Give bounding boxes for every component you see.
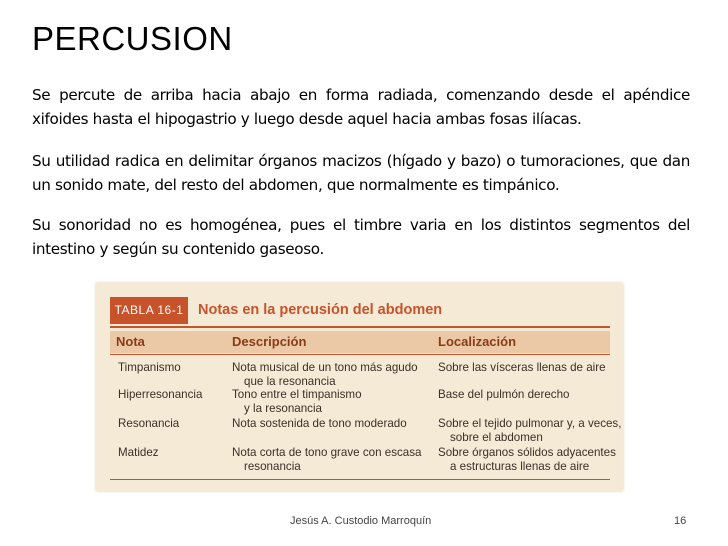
slide-title: PERCUSION xyxy=(32,20,233,57)
table-header-rule xyxy=(110,354,610,355)
paragraph-percussion-method: Se percute de arriba hacia abajo en forma radiada, comenzando desde el apéndice xifoides hasta el hipogastrio y luego desde aquel hacia ambas fosas ilíacas. xyxy=(32,86,690,128)
page-number: 16 xyxy=(674,515,687,527)
cell-descripcion: Tono entre el timpanismo y la resonancia xyxy=(232,388,362,415)
cell-localizacion: Base del pulmón derecho xyxy=(438,388,570,401)
column-header-descripcion: Descripción xyxy=(226,331,432,353)
table-title: Notas en la percusión del abdomen xyxy=(198,302,443,318)
table-top-rule xyxy=(110,326,610,328)
cell-localizacion: Sobre el tejido pulmonar y, a veces, sobre el abdomen xyxy=(438,417,622,444)
column-header-localizacion: Localización xyxy=(432,331,610,353)
footer-author: Jesús A. Custodio Marroquín xyxy=(290,515,432,527)
column-header-nota: Nota xyxy=(110,331,226,353)
cell-nota: Timpanismo xyxy=(118,361,181,374)
table-heading xyxy=(110,295,610,326)
cell-descripcion: Nota musical de un tono más agudo que la resonancia xyxy=(232,361,418,388)
cell-nota: Hiperresonancia xyxy=(118,388,203,401)
cell-localizacion: Sobre órganos sólidos adyacentes a estructuras llenas de aire xyxy=(438,446,616,473)
table-label: TABLA 16-1 xyxy=(110,297,188,324)
table-image xyxy=(96,283,623,491)
cell-localizacion: Sobre las vísceras llenas de aire xyxy=(438,361,606,374)
cell-nota: Matidez xyxy=(118,446,159,459)
paragraph-percussion-utility: Su utilidad radica en delimitar órganos macizos (hígado y bazo) o tumoraciones, que dan un sonido mate, del resto del abdomen, que normalmente es timpánico. xyxy=(32,152,690,194)
cell-descripcion: Nota sostenida de tono moderado xyxy=(232,417,407,430)
cell-descripcion: Nota corta de tono grave con escasa resonancia xyxy=(232,446,422,473)
table-bottom-rule xyxy=(110,479,610,480)
cell-nota: Resonancia xyxy=(118,417,180,430)
paragraph-sonority: Su sonoridad no es homogénea, pues el timbre varia en los distintos segmentos del intestino y según su contenido gaseoso. xyxy=(32,216,690,258)
